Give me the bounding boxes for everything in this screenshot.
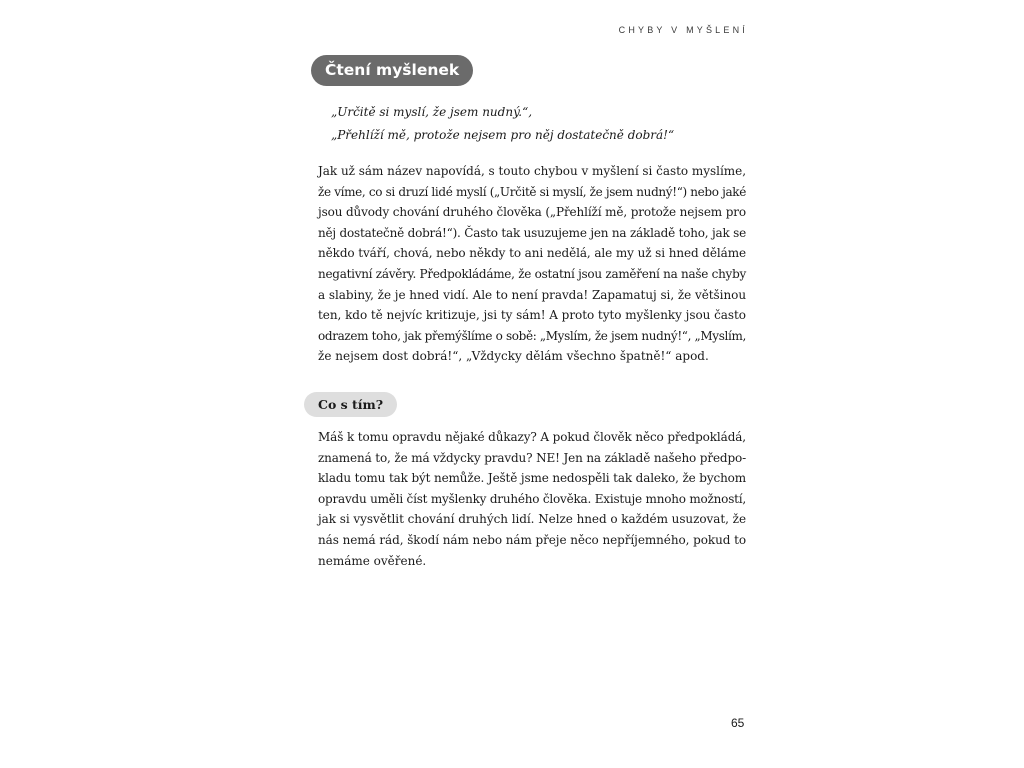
page-number: 65	[731, 716, 745, 730]
text-line: kladu tomu tak být nemůže. Ještě jsme nedospěli tak daleko, že bychom	[318, 471, 746, 486]
running-head: CHYBY V MYŠLENÍ	[618, 25, 748, 35]
text-line: negativní závěry. Předpokládáme, že ostatní jsou zaměření na naše chyby	[318, 266, 746, 281]
epigraph-quotes	[331, 101, 731, 147]
text-line: jsou důvody chování druhého člověka („Přehlíží mě, protože nejsem pro	[318, 205, 746, 220]
text-line: a slabiny, že je hned vidí. Ale to není pravda! Zapamatuj si, že většinou	[318, 287, 746, 302]
text-line: opravdu uměli číst myšlenky druhého člověka. Existuje mnoho možností,	[318, 491, 746, 506]
text-line: nemáme ověřené.	[318, 553, 427, 568]
text-line: nás nemá rád, škodí nám nebo nám přeje něco nepříjemného, pokud to	[318, 532, 746, 547]
subheading: Co s tím?	[304, 392, 397, 417]
text-line: Jak už sám název napovídá, s touto chybou v myšlení si často myslíme,	[318, 164, 747, 178]
text-line: odrazem toho, jak přemýšlíme o sobě: „Myslím, že jsem nudný!“, „Myslím,	[318, 328, 747, 343]
text-line: znamená to, že má vždycky pravdu? NE! Jen na základě našeho předpo-	[318, 450, 746, 465]
text-line: něj dostatečně dobrá!“). Často tak usuzujeme jen na základě toho, jak se	[318, 225, 746, 240]
text-line: že víme, co si druzí lidé myslí („Určitě si myslí, že jsem nudný!“) nebo jaké	[318, 184, 746, 199]
quote-line: „Určitě si myslí, že jsem nudný.“,	[331, 105, 533, 119]
quote-line: „Přehlíží mě, protože nejsem pro něj dostatečně dobrá!“	[331, 128, 675, 142]
text-line: že nejsem dost dobrá!“, „Vždycky dělám všechno špatně!“ apod.	[318, 349, 709, 364]
text-line: ten, kdo tě nejvíc kritizuje, jsi ty sám! A proto tyto myšlenky jsou často	[318, 308, 746, 323]
section-title: Čtení myšlenek	[311, 55, 473, 86]
body-paragraph-2	[318, 427, 746, 571]
body-paragraph-1	[318, 161, 746, 367]
text-line: Máš k tomu opravdu nějaké důkazy? A pokud člověk něco předpokládá,	[318, 430, 746, 444]
text-line: jak si vysvětlit chování druhých lidí. Nelze hned o každém usuzovat, že	[318, 512, 746, 527]
text-line: někdo tváří, chová, nebo někdy to ani nedělá, ale my už si hned děláme	[318, 246, 746, 261]
